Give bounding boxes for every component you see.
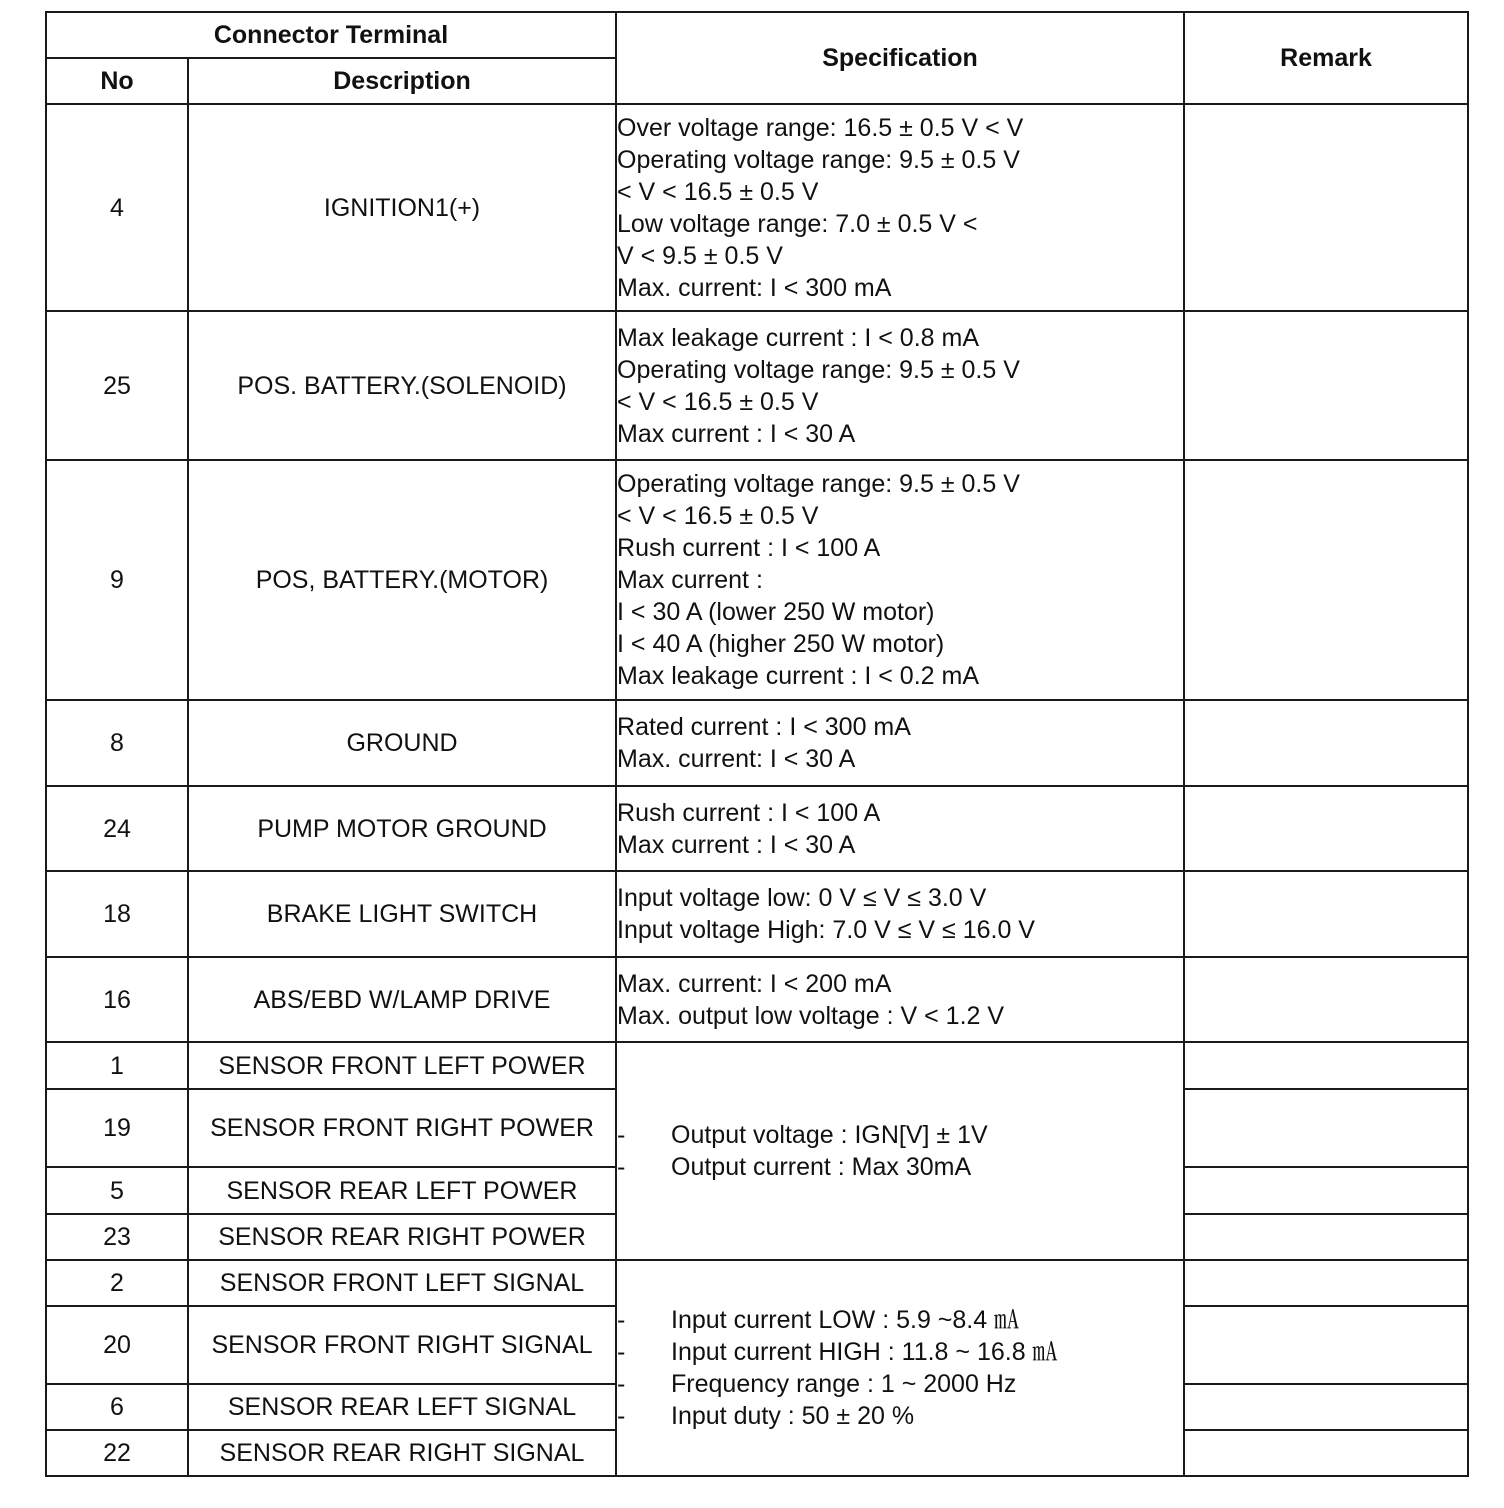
table-row — [46, 104, 1468, 311]
terminal-description: SENSOR FRONT LEFT SIGNAL — [188, 1260, 616, 1306]
remark-header: Remark — [1184, 12, 1468, 104]
terminal-no: 18 — [46, 871, 188, 957]
remark-cell — [1184, 1167, 1468, 1214]
bullet-mark: - — [617, 1306, 626, 1334]
remark-cell — [1184, 786, 1468, 871]
remark-cell — [1184, 1306, 1468, 1384]
spec-line: Input voltage low: 0 V ≤ V ≤ 3.0 V — [617, 884, 987, 912]
spec-line: Operating voltage range: 9.5 ± 0.5 V — [617, 145, 1020, 174]
table-row — [46, 460, 1468, 700]
remark-cell — [1184, 1042, 1468, 1089]
remark-cell — [1184, 871, 1468, 957]
spec-line: Max. current: I < 30 A — [617, 745, 856, 773]
spec-bullet-line — [617, 1368, 1183, 1400]
spec-line: Input voltage High: 7.0 V ≤ V ≤ 16.0 V — [617, 916, 1035, 944]
table-row — [46, 1042, 1468, 1089]
terminal-description: GROUND — [188, 700, 616, 786]
spec-bullet-text: Frequency range : 1 ~ 2000 Hz — [671, 1370, 1017, 1398]
terminal-no: 25 — [46, 311, 188, 460]
specification-cell — [616, 104, 1184, 311]
spec-line: Over voltage range: 16.5 ± 0.5 V < V — [617, 113, 1024, 142]
description-header: Description — [188, 58, 616, 104]
terminal-description: IGNITION1(+) — [188, 104, 616, 311]
terminal-description: SENSOR REAR LEFT SIGNAL — [188, 1384, 616, 1430]
bullet-mark: - — [617, 1121, 626, 1149]
remark-cell — [1184, 700, 1468, 786]
spec-line: Rated current : I < 300 mA — [617, 713, 911, 741]
spec-bullet-line — [617, 1119, 1183, 1151]
spec-line: Max leakage current : I < 0.8 mA — [617, 323, 979, 352]
terminal-no: 20 — [46, 1306, 188, 1384]
terminal-description: SENSOR FRONT RIGHT SIGNAL — [188, 1306, 616, 1384]
spec-line: < V < 16.5 ± 0.5 V — [617, 387, 819, 416]
terminal-no: 4 — [46, 104, 188, 311]
spec-line: V < 9.5 ± 0.5 V — [617, 241, 783, 270]
terminal-no: 5 — [46, 1167, 188, 1214]
terminal-no: 23 — [46, 1214, 188, 1260]
connector-terminal-spec-table — [45, 11, 1469, 1477]
bullet-mark: - — [617, 1338, 626, 1366]
spec-line: Max current : — [617, 566, 763, 594]
spec-bullet-line — [617, 1400, 1183, 1432]
spec-bullet-text: Output voltage : IGN[V] ± 1V — [671, 1121, 988, 1149]
spec-bullet-text: Output current : Max 30mA — [671, 1153, 972, 1181]
terminal-description: SENSOR REAR RIGHT POWER — [188, 1214, 616, 1260]
table-row — [46, 1260, 1468, 1306]
specification-cell — [616, 460, 1184, 700]
remark-cell — [1184, 311, 1468, 460]
connector-terminal-header: Connector Terminal — [46, 12, 616, 58]
terminal-description: POS. BATTERY.(SOLENOID) — [188, 311, 616, 460]
terminal-no: 6 — [46, 1384, 188, 1430]
spec-line: Max current : I < 30 A — [617, 830, 856, 859]
table-row — [46, 311, 1468, 460]
spec-bullet-line — [617, 1336, 1183, 1368]
spec-line: I < 40 A (higher 250 W motor) — [617, 630, 945, 658]
remark-cell — [1184, 957, 1468, 1042]
terminal-no: 9 — [46, 460, 188, 700]
remark-cell — [1184, 460, 1468, 700]
sensor-power-specification-cell — [616, 1042, 1184, 1260]
no-header: No — [46, 58, 188, 104]
remark-cell — [1184, 1089, 1468, 1167]
bullet-mark: - — [617, 1370, 626, 1398]
spec-line: Max. current: I < 300 mA — [617, 273, 892, 302]
spec-line: Max. current: I < 200 mA — [617, 969, 892, 998]
spec-line: < V < 16.5 ± 0.5 V — [617, 177, 819, 206]
terminal-no: 22 — [46, 1430, 188, 1476]
table-row — [46, 871, 1468, 957]
spec-line: Rush current : I < 100 A — [617, 534, 881, 562]
spec-bullet-text: Input current LOW : 5.9 ~8.4 ㎃ — [671, 1306, 1020, 1334]
terminal-description: POS, BATTERY.(MOTOR) — [188, 460, 616, 700]
spec-bullet-line — [617, 1304, 1183, 1336]
spec-line: Rush current : I < 100 A — [617, 798, 881, 827]
spec-bullet-line — [617, 1151, 1183, 1183]
spec-line: Max current : I < 30 A — [617, 419, 856, 448]
remark-cell — [1184, 1430, 1468, 1476]
specification-cell — [616, 700, 1184, 786]
spec-line: I < 30 A (lower 250 W motor) — [617, 598, 935, 626]
terminal-description: SENSOR REAR LEFT POWER — [188, 1167, 616, 1214]
table-row — [46, 786, 1468, 871]
specification-cell — [616, 786, 1184, 871]
remark-cell — [1184, 1260, 1468, 1306]
specification-header: Specification — [616, 12, 1184, 104]
terminal-description: SENSOR FRONT RIGHT POWER — [188, 1089, 616, 1167]
spec-line: Operating voltage range: 9.5 ± 0.5 V — [617, 355, 1020, 384]
spec-line: Max leakage current : I < 0.2 mA — [617, 662, 979, 690]
remark-cell — [1184, 1214, 1468, 1260]
bullet-mark: - — [617, 1153, 626, 1181]
terminal-no: 24 — [46, 786, 188, 871]
spec-line: < V < 16.5 ± 0.5 V — [617, 502, 819, 530]
specification-cell — [616, 957, 1184, 1042]
terminal-no: 2 — [46, 1260, 188, 1306]
table-row — [46, 700, 1468, 786]
terminal-description: ABS/EBD W/LAMP DRIVE — [188, 957, 616, 1042]
bullet-mark: - — [617, 1402, 626, 1430]
table-row — [46, 957, 1468, 1042]
terminal-description: PUMP MOTOR GROUND — [188, 786, 616, 871]
terminal-description: SENSOR FRONT LEFT POWER — [188, 1042, 616, 1089]
spec-line: Max. output low voltage : V < 1.2 V — [617, 1001, 1005, 1030]
terminal-no: 19 — [46, 1089, 188, 1167]
spec-line: Low voltage range: 7.0 ± 0.5 V < — [617, 209, 978, 238]
spec-bullet-text: Input current HIGH : 11.8 ~ 16.8 ㎃ — [671, 1338, 1058, 1366]
terminal-no: 8 — [46, 700, 188, 786]
spec-line: Operating voltage range: 9.5 ± 0.5 V — [617, 470, 1020, 498]
terminal-description: BRAKE LIGHT SWITCH — [188, 871, 616, 957]
spec-bullet-text: Input duty : 50 ± 20 % — [671, 1402, 915, 1430]
terminal-no: 1 — [46, 1042, 188, 1089]
specification-cell — [616, 311, 1184, 460]
sensor-signal-specification-cell — [616, 1260, 1184, 1476]
terminal-description: SENSOR REAR RIGHT SIGNAL — [188, 1430, 616, 1476]
remark-cell — [1184, 104, 1468, 311]
terminal-no: 16 — [46, 957, 188, 1042]
remark-cell — [1184, 1384, 1468, 1430]
specification-cell — [616, 871, 1184, 957]
